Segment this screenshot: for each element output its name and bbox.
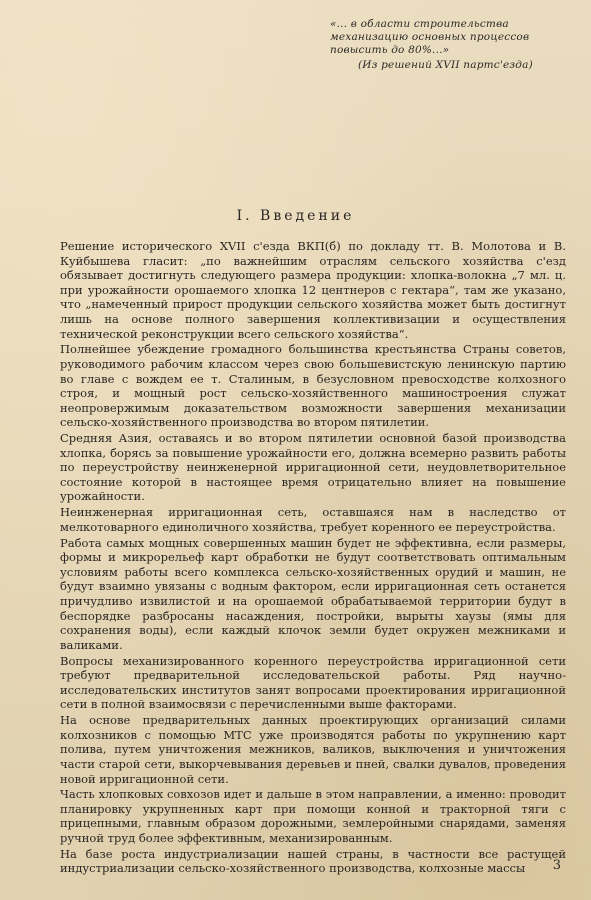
paragraph: Решение исторического XVII с'езда ВКП(б) по докладу тт. В. Молотова и В. Куйбышева гласит: „по важнейшим отраслям сельского хозяйства с'езд обязывает достигнуть следующего размера продукции: хлопка-волокна „7 мл. ц. при урожайности орошаемого хлопка 12 центнеров с гектара“, там же указано, что „намеченный прирост продукции сельского хозяйства может быть достигнут лишь на основе полного завершения коллективизации и осуществления технической реконструкции всего сельского хозяйства“.	[60, 239, 566, 341]
paragraph: Средняя Азия, оставаясь и во втором пятилетии основной базой производства хлопка, борясь за повышение урожайности его, должна всемерно развить работы по переустройству неинженерной ирригационной сети, неудовлетворительное состояние которой в настоящее время отрицательно влияет на повышение урожайности.	[60, 431, 566, 504]
page-number: 3	[552, 858, 561, 873]
paragraph: Вопросы механизированного коренного переустройства ирригационной сети требуют предварительной исследовательской работы. Ряд научно-исследовательских институтов занят вопросами проектирования ирригационной сети в полной взаимосвязи с перечисленными выше факторами.	[60, 653, 566, 712]
body-text	[60, 239, 566, 877]
paragraph: Неинженерная ирригационная сеть, оставшаяся нам в наследство от мелкотоварного единоличного хозяйства, требует коренного ее переустройства.	[60, 505, 566, 534]
paragraph: Часть хлопковых совхозов идет и дальше в этом направлении, а именно: проводит планировку укрупненных карт при помощи конной и тракторной тяги с прицепными, главным образом дорожными, землеройными снарядами, заменяя ручной труд более эффективным, механизированным.	[60, 787, 566, 846]
epigraph	[330, 18, 566, 72]
epigraph-source: (Из решений XVII партс'езда)	[358, 59, 533, 71]
epigraph-quote: «... в области строительства механизацию основных процессов повысить до 80%...»	[330, 18, 530, 56]
paragraph: Полнейшее убеждение громадного большинства крестьянства Страны советов, руководимого рабочим классом через свою большевистскую ленинскую партию во главе с вождем ее т. Сталиным, в безусловном превосходстве колхозного строя, и мощный рост сельско-хозяйственного машиностроения служат неопровержимым доказательством возможности завершения механизации сельско-хозяйственного производства во втором пятилетии.	[60, 342, 566, 430]
paragraph: На основе предварительных данных проектирующих организаций силами колхозников с помощью МТС уже производятся работы по укрупнению карт полива, путем уничтожения межников, валиков, выключения и уничтожения части старой сети, выкорчевывания деревьев и пней, свалки дувалов, проведения новой ирригационной сети.	[60, 713, 566, 786]
paragraph: На базе роста индустриализации нашей страны, в частности все растущей индустриализации сельско-хозяйственного производства, колхозные массы	[60, 846, 566, 876]
section-heading: I. Введение	[236, 208, 355, 224]
paragraph: Работа самых мощных совершенных машин будет не эффективна, если размеры, формы и микрорельеф карт обработки не будут соответствовать оптимальным условиям работы всего комплекса сельско-хозяйственных орудий и машин, не будут взаимно увязаны с водным фактором, если ирригационная сеть останется причудливо извилистой и на орошаемой обрабатываемой территории будут в беспорядке разбросаны насаждения, постройки, вырыты хаузы (ямы для сохранения воды), если каждый клочок земли будет окружен межниками и валиками.	[60, 535, 566, 652]
